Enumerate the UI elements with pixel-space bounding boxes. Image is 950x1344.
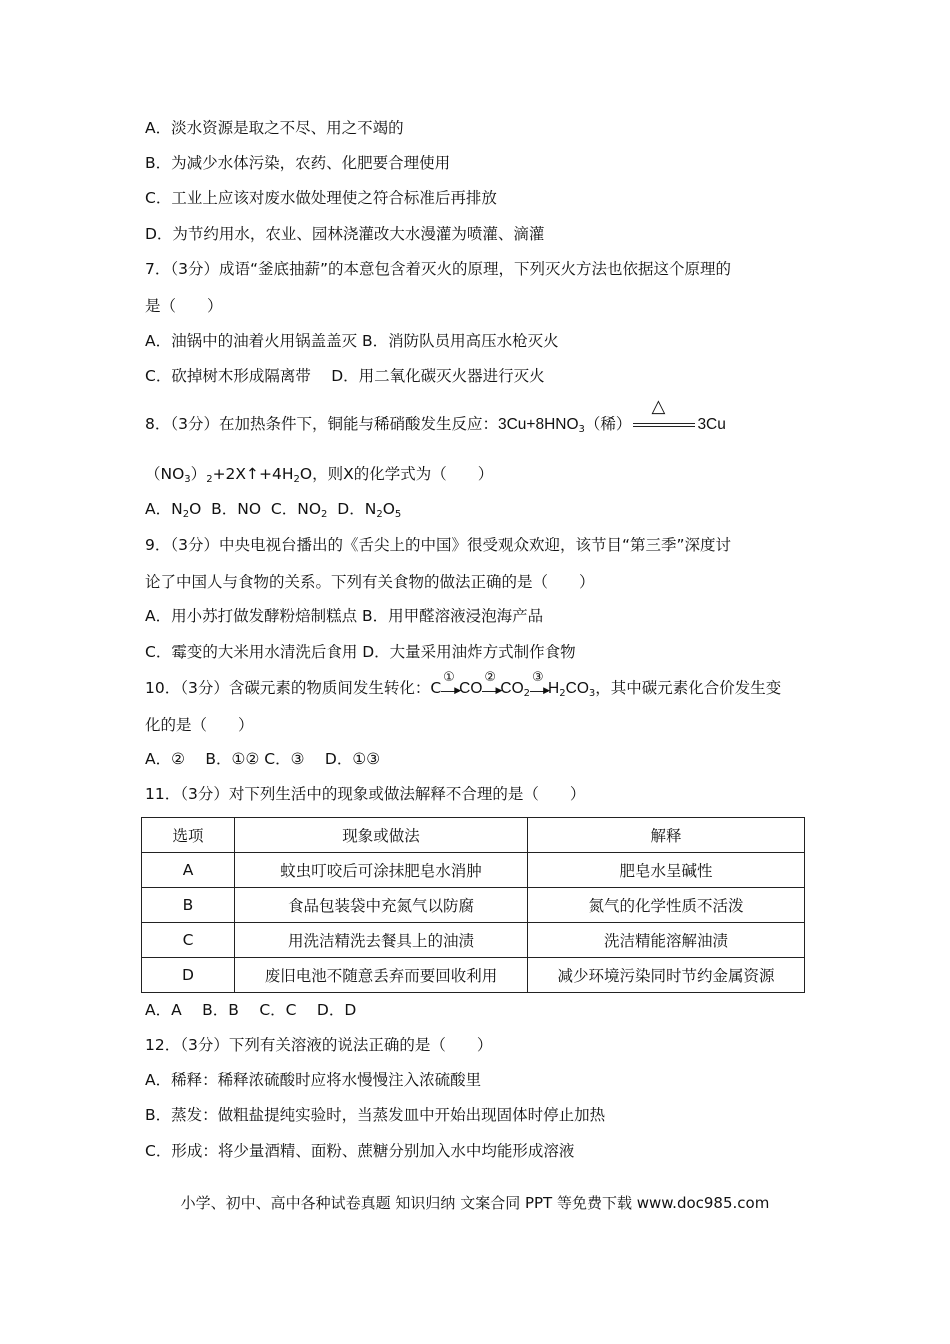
q8-opt-bc: B．NO C．NO xyxy=(201,500,322,518)
q10-stem-line2: 化的是（ ） xyxy=(145,716,254,734)
q12-stem: 12．（3分）下列有关溶液的说法正确的是（ ） xyxy=(145,1036,493,1054)
q10-co2: CO xyxy=(500,680,524,697)
q8-line2-b: ） xyxy=(190,465,207,483)
q7-options-cd: C．砍掉树木形成隔离带 D．用二氧化碳灭火器进行灭火 xyxy=(145,367,545,385)
table-row xyxy=(142,888,805,923)
q6-option-d: D．为节约用水，农业、园林浇灌改大水漫灌为喷灌、滴灌 xyxy=(145,225,545,243)
q8-opt-a-sub: 2 xyxy=(182,509,190,520)
q8-opt-a-end: O xyxy=(189,500,202,518)
q8-opt-d-mid: O xyxy=(382,500,395,518)
step-number-2: ② xyxy=(484,670,497,685)
q8-line2-a: （NO xyxy=(145,465,185,483)
q6-option-b: B．为减少水体污染，农药、化肥要合理使用 xyxy=(145,154,451,172)
q7-options-ab: A．油锅中的油着火用锅盖盖灭 B．消防队员用高压水枪灭火 xyxy=(145,332,559,350)
q10-h2co3-b: CO xyxy=(565,680,589,697)
q8-line2-sub2: 2 xyxy=(206,474,213,485)
q9-stem-line2: 论了中国人与食物的关系。下列有关食物的做法正确的是（ ） xyxy=(145,573,595,591)
q10-h2co3-sub1: 2 xyxy=(559,688,566,699)
heat-triangle-icon: △ xyxy=(651,396,666,417)
q8-line2-sub3: 2 xyxy=(293,474,300,485)
table-cell: 氮气的化学性质不活泼 xyxy=(528,888,805,923)
q10-prefix: 10．（3分）含碳元素的物质间发生转化：C xyxy=(145,679,442,697)
q6-option-a: A．淡水资源是取之不尽、用之不竭的 xyxy=(145,119,404,137)
q9-options-cd: C．霉变的大米用水清洗后食用 D．大量采用油炸方式制作食物 xyxy=(145,643,576,661)
table-header-explanation: 解释 xyxy=(528,818,805,853)
step-number-1: ① xyxy=(443,670,455,685)
q8-prefix: 8．（3分）在加热条件下，铜能与稀硝酸发生反应： xyxy=(145,415,498,433)
table-cell: C xyxy=(142,923,235,958)
q8-line2-c: +2X↑+4H xyxy=(212,465,294,483)
q8-dilute: （稀） xyxy=(584,415,632,433)
q8-opt-d-sub2: 5 xyxy=(394,509,402,520)
q11-table xyxy=(141,817,805,993)
q8-stem-line1 xyxy=(145,396,726,435)
q10-stem-line1 xyxy=(145,670,782,699)
table-cell: B xyxy=(142,888,235,923)
q8-product: 3Cu xyxy=(697,416,726,433)
q7-stem-line2: 是（ ） xyxy=(145,297,223,315)
table-cell: 减少环境污染同时节约金属资源 xyxy=(528,958,805,993)
step-arrow-1: ① ▶ xyxy=(443,670,462,696)
q9-stem-line1: 9．（3分）中央电视台播出的《舌尖上的中国》很受观众欢迎，该节目“第三季”深度讨 xyxy=(145,536,732,554)
table-cell: 用洗洁精洗去餐具上的油渍 xyxy=(235,923,528,958)
table-header-option: 选项 xyxy=(142,818,235,853)
table-cell: 废旧电池不随意丢弃而要回收利用 xyxy=(235,958,528,993)
q11-stem: 11．（3分）对下列生活中的现象或做法解释不合理的是（ ） xyxy=(145,785,586,803)
table-cell: D xyxy=(142,958,235,993)
q10-suffix: ，其中碳元素化合价发生变 xyxy=(595,679,782,697)
step-arrow-2: ② ▶ xyxy=(484,670,503,696)
q8-reactant-sub: 3 xyxy=(578,424,585,435)
table-row xyxy=(142,923,805,958)
q12-option-b: B．蒸发：做粗盐提纯实验时，当蒸发皿中开始出现固体时停止加热 xyxy=(145,1106,606,1124)
table-cell: 洗洁精能溶解油渍 xyxy=(528,923,805,958)
q8-opt-c-sub: 2 xyxy=(321,509,328,520)
q12-option-a: A．稀释：稀释浓硫酸时应将水慢慢注入浓硫酸里 xyxy=(145,1071,482,1089)
table-cell: A xyxy=(142,853,235,888)
q10-h2co3-a: H xyxy=(548,680,560,697)
table-header-phenomenon: 现象或做法 xyxy=(235,818,528,853)
q8-opt-a: A．N xyxy=(145,500,183,518)
step-number-3: ③ xyxy=(532,670,544,685)
table-header-row xyxy=(142,818,805,853)
table-cell: 蚊虫叮咬后可涂抹肥皂水消肿 xyxy=(235,853,528,888)
q10-options: A．② B．①② C．③ D．①③ xyxy=(145,750,381,768)
q8-stem-line2 xyxy=(145,464,493,484)
q6-option-c: C．工业上应该对废水做处理使之符合标准后再排放 xyxy=(145,189,497,207)
q8-reactant: 3Cu+8HNO xyxy=(497,416,579,433)
q8-line2-d: O，则X的化学式为（ ） xyxy=(299,465,494,483)
q12-option-c: C．形成：将少量酒精、面粉、蔗糖分别加入水中均能形成溶液 xyxy=(145,1142,575,1160)
q8-line2-sub1: 3 xyxy=(184,474,191,485)
table-cell: 食品包装袋中充氮气以防腐 xyxy=(235,888,528,923)
q11-options: A．A B．B C．C D．D xyxy=(145,1001,357,1019)
q8-opt-d: D．N xyxy=(327,500,377,518)
q10-co2-sub: 2 xyxy=(523,688,531,699)
step-arrow-3: ③ ▶ xyxy=(532,670,551,696)
q8-options xyxy=(145,499,401,519)
q9-options-ab: A．用小苏打做发酵粉焙制糕点 B．用甲醛溶液浸泡海产品 xyxy=(145,607,544,625)
q8-opt-d-sub1: 2 xyxy=(376,509,383,520)
table-cell: 肥皂水呈碱性 xyxy=(528,853,805,888)
table-row xyxy=(142,958,805,993)
q7-stem-line1: 7．（3分）成语“釜底抽薪”的本意包含着灭火的原理，下列灭火方法也依据这个原理的 xyxy=(145,260,732,278)
table-row xyxy=(142,853,805,888)
reaction-arrow xyxy=(631,396,697,434)
page-footer: 小学、初中、高中各种试卷真题 知识归纳 文案合同 PPT 等免费下载 www.doc985.com xyxy=(180,1194,770,1212)
q10-co: CO xyxy=(459,680,483,697)
q10-h2co3-sub2: 3 xyxy=(588,688,596,699)
